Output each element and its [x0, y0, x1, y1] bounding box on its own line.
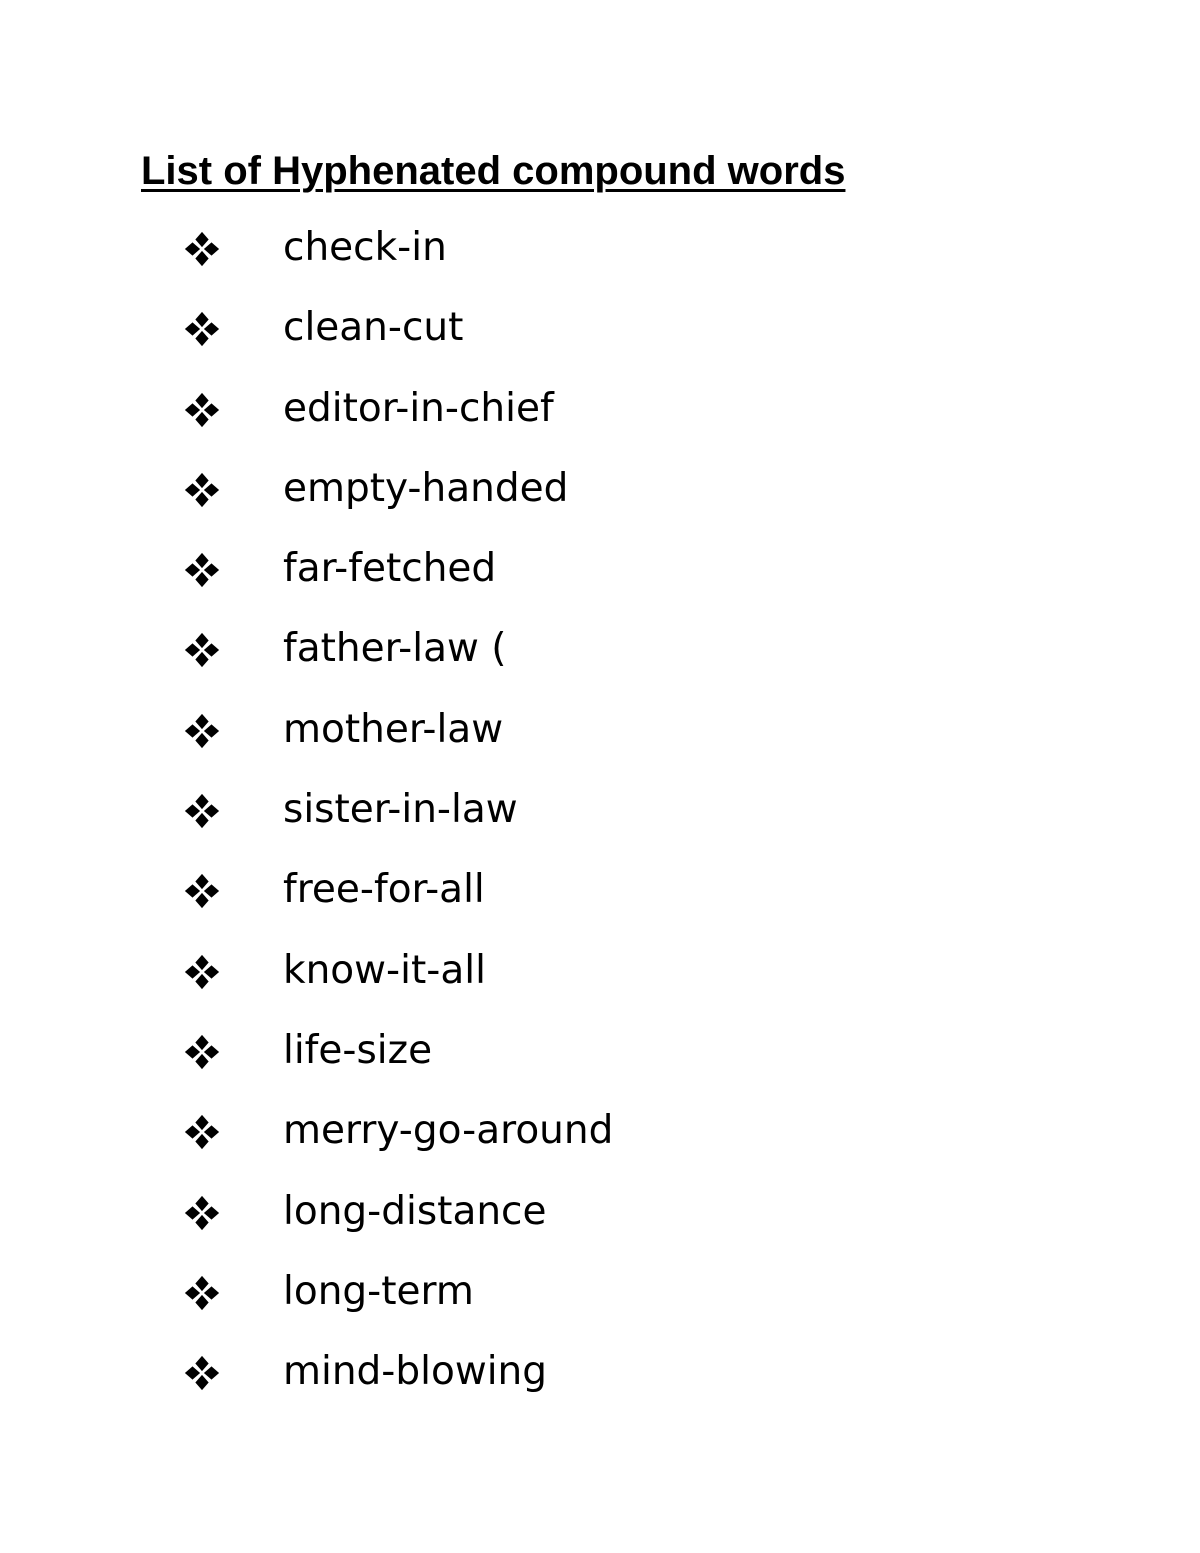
list-item [0, 702, 900, 782]
four-diamond-bullet-icon [183, 310, 221, 348]
list-item [0, 381, 900, 461]
list-item-text: free-for-all [283, 867, 485, 913]
list-item-text: mind-blowing [283, 1349, 548, 1395]
four-diamond-bullet-icon [183, 1354, 221, 1392]
list-item-text: clean-cut [283, 305, 464, 351]
four-diamond-bullet-icon [183, 1194, 221, 1232]
list-item [0, 1103, 900, 1183]
four-diamond-bullet-icon [183, 230, 221, 268]
list-item-text: empty-handed [283, 465, 569, 511]
list-item [0, 621, 900, 701]
four-diamond-bullet-icon [183, 391, 221, 429]
list-item-text: merry-go-around [283, 1108, 614, 1154]
compound-word-list [0, 220, 900, 1424]
four-diamond-bullet-icon [183, 1113, 221, 1151]
four-diamond-bullet-icon [183, 712, 221, 750]
four-diamond-bullet-icon [183, 792, 221, 830]
list-item [0, 1344, 900, 1424]
list-item [0, 300, 900, 380]
list-item [0, 1184, 900, 1264]
list-item-text: far-fetched [283, 546, 497, 592]
list-item [0, 220, 900, 300]
list-item [0, 943, 900, 1023]
four-diamond-bullet-icon [183, 1274, 221, 1312]
four-diamond-bullet-icon [183, 631, 221, 669]
list-item [0, 461, 900, 541]
list-item-text: editor-in-chief [283, 385, 554, 431]
four-diamond-bullet-icon [183, 551, 221, 589]
four-diamond-bullet-icon [183, 872, 221, 910]
list-item-text: check-in [283, 225, 447, 270]
list-item [0, 1023, 900, 1103]
four-diamond-bullet-icon [183, 1033, 221, 1071]
page-title: List of Hyphenated compound words [141, 149, 846, 193]
four-diamond-bullet-icon [183, 471, 221, 509]
list-item [0, 1264, 900, 1344]
list-item-text: long-term [283, 1268, 474, 1314]
list-item [0, 541, 900, 621]
list-item [0, 782, 900, 862]
list-item [0, 862, 900, 942]
list-item-text: mother-law [283, 706, 504, 752]
list-item-text: know-it-all [283, 947, 486, 993]
list-item-text: sister-in-law [283, 787, 518, 833]
list-item-text: long-distance [283, 1188, 547, 1234]
four-diamond-bullet-icon [183, 953, 221, 991]
list-item-text: life-size [283, 1027, 433, 1073]
list-item-text: father-law ( [283, 626, 507, 672]
